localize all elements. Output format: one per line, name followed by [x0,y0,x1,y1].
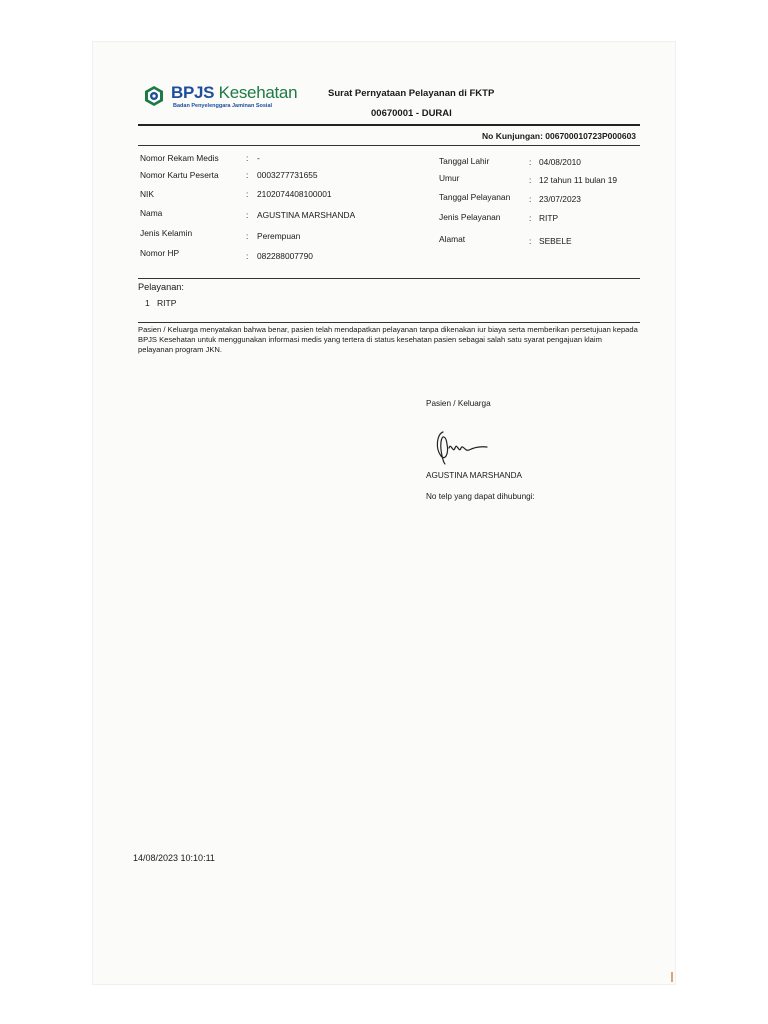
field-colon: : [529,175,532,185]
age-value: 12 tahun 11 bulan 19 [539,175,618,185]
field-label: Nomor Rekam Medis [140,153,219,163]
service-date: 23/07/2023 [539,194,581,204]
signatory-role: Pasien / Keluarga [426,399,491,408]
consent-statement: Pasien / Keluarga menyatakan bahwa benar, pasien telah mendapatkan pelayanan tanpa dikenakan iur biaya serta memberikan persetujuan kepada BPJS Kesehatan untuk menggunakan informasi medis yang tertera di status kesehatan pasien sebagai salah satu syarat pengajuan klaim pelayanan program JKN. [138,325,638,354]
field-label: Tanggal Lahir [439,156,490,166]
field-label: Nama [140,208,163,218]
brand-prefix: BPJS [171,83,215,102]
info-divider-bottom [138,278,640,279]
phone-number: 082288007790 [257,251,313,261]
handwritten-signature [429,426,503,466]
field-label: Tanggal Pelayanan [439,192,511,202]
field-colon: : [529,194,532,204]
brand-name [171,83,297,103]
header-divider [138,124,640,126]
print-timestamp: 14/08/2023 10:10:11 [133,853,215,863]
brand-suffix: Kesehatan [218,83,298,102]
field-colon: : [529,213,532,223]
edge-mark [671,972,673,982]
field-colon: : [246,153,249,163]
gender-value: Perempuan [257,231,301,241]
bpjs-logo-icon [143,85,165,107]
patient-name: AGUSTINA MARSHANDA [257,210,356,220]
field-colon: : [529,157,532,167]
service-type: RITP [539,213,559,223]
service-item-name: RITP [156,298,177,308]
field-colon: : [246,251,249,261]
field-label: Alamat [439,234,466,244]
field-colon: : [246,231,249,241]
field-label: NIK [140,189,154,199]
facility-code: 00670001 - DURAI [371,108,452,119]
visit-number: No Kunjungan: 006700010723P000603 [482,131,637,141]
field-colon: : [246,210,249,220]
info-divider-top [138,145,640,146]
service-list-item [145,298,177,308]
field-label: Umur [439,173,460,183]
field-colon: : [246,170,249,180]
brand-tagline: Badan Penyelenggara Jaminan Sosial [173,103,273,109]
contact-phone-label: No telp yang dapat dihubungi: [426,492,535,501]
signatory-name: AGUSTINA MARSHANDA [426,471,522,480]
participant-card-number: 0003277731655 [257,170,318,180]
field-colon: : [529,236,532,246]
field-label: Nomor Kartu Peserta [140,170,219,180]
field-label: Jenis Pelayanan [439,212,501,222]
document-page [93,42,675,984]
field-colon: : [246,189,249,199]
field-label: Nomor HP [140,248,180,258]
service-item-number: 1 [145,298,150,308]
statement-divider [138,322,640,323]
address-value: SEBELE [539,236,572,246]
nik-value: 2102074408100001 [257,189,332,199]
document-title: Surat Pernyataan Pelayanan di FKTP [328,88,495,99]
services-heading: Pelayanan: [138,282,184,292]
field-label: Jenis Kelamin [140,228,193,238]
medical-record-number: - [257,153,260,163]
birth-date: 04/08/2010 [539,157,581,167]
